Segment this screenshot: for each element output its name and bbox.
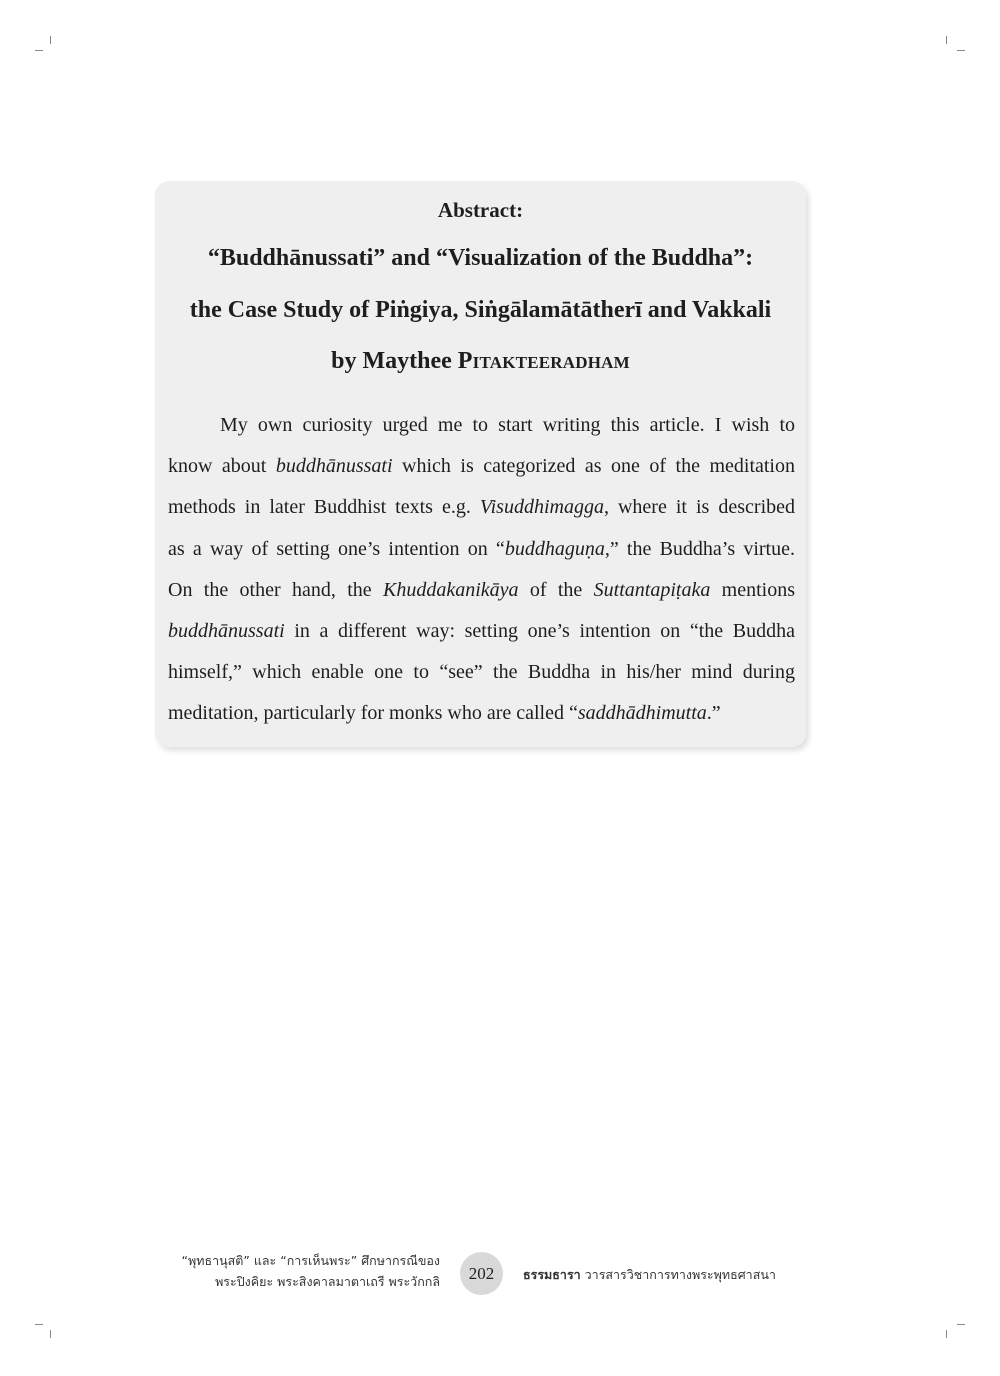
- abstract-title-line-2: the Case Study of Piṅgiya, Siṅgālamātātherī and Vakkali: [189, 297, 772, 323]
- body-text-segment: methods in later Buddhist texts e.g.: [168, 496, 480, 519]
- crop-mark: [946, 1330, 947, 1338]
- italic-term: buddhānussati: [168, 620, 285, 643]
- italic-term: Khuddakanikāya: [383, 578, 519, 601]
- body-text-segment: in a different way: setting one’s intention on “the Buddha: [284, 620, 795, 643]
- abstract-box: [155, 181, 806, 747]
- abstract-title-line-1: “Buddhānussati” and “Visualization of the Buddha”:: [207, 245, 754, 271]
- italic-term: Visuddhimagga: [479, 496, 604, 519]
- author-lastname: Pitakteeradham: [457, 348, 630, 374]
- body-line: [168, 487, 795, 528]
- crop-mark: [50, 36, 51, 44]
- journal-subtitle: วารสารวิชาการทางพระพุทธศาสนา: [580, 1267, 776, 1282]
- body-text-segment: My own curiosity urged me to start writing this article. I wish to: [220, 414, 795, 436]
- italic-term: saddhādhimutta: [577, 702, 707, 725]
- crop-mark: [957, 1324, 965, 1325]
- running-title-line-2: พระปิงคิยะ พระสิงคาลมาตาเถรี พระวักกลิ: [215, 1274, 440, 1289]
- body-text-segment: know about: [168, 455, 276, 478]
- body-text-segment: meditation, particularly for monks who are called “: [168, 702, 578, 725]
- body-text-segment: mentions: [710, 578, 796, 601]
- running-title-line-1: “พุทธานุสติ” และ “การเห็นพระ” ศึกษากรณีของ: [181, 1253, 440, 1268]
- body-line: [168, 446, 795, 487]
- journal-title: [523, 1265, 776, 1285]
- author-prefix: by Maythee: [331, 348, 458, 374]
- running-title: [182, 1250, 441, 1292]
- author-byline: [155, 348, 806, 375]
- body-line: [168, 693, 795, 734]
- italic-term: buddhaguṇa: [504, 537, 605, 560]
- body-line: [168, 529, 795, 570]
- body-text-segment: of the: [518, 578, 594, 601]
- body-text-segment: ,” the Buddha’s virtue.: [604, 537, 795, 560]
- crop-mark: [946, 36, 947, 44]
- body-line: [168, 652, 795, 693]
- crop-mark: [35, 1324, 43, 1325]
- body-text-segment: which is categorized as one of the meditation: [392, 455, 795, 478]
- body-text-segment: On the other hand, the: [168, 578, 383, 601]
- page-number: 202: [460, 1252, 503, 1295]
- body-text-segment: , where it is described: [603, 496, 795, 519]
- crop-mark: [50, 1330, 51, 1338]
- body-text-segment: .”: [706, 702, 721, 725]
- abstract-body: [168, 405, 795, 735]
- italic-term: Suttantapiṭaka: [593, 578, 711, 601]
- body-line: [168, 611, 795, 652]
- abstract-label: Abstract:: [437, 198, 524, 222]
- body-text-segment: himself,” which enable one to “see” the Buddha in his/her mind during: [168, 661, 795, 684]
- crop-mark: [35, 50, 43, 51]
- journal-name: ธรรมธารา: [523, 1267, 581, 1282]
- body-text-segment: as a way of setting one’s intention on “: [168, 537, 505, 560]
- crop-mark: [957, 50, 965, 51]
- italic-term: buddhānussati: [275, 455, 393, 478]
- body-line: [168, 405, 795, 446]
- body-line: [168, 570, 795, 611]
- page-footer: [0, 1250, 1000, 1300]
